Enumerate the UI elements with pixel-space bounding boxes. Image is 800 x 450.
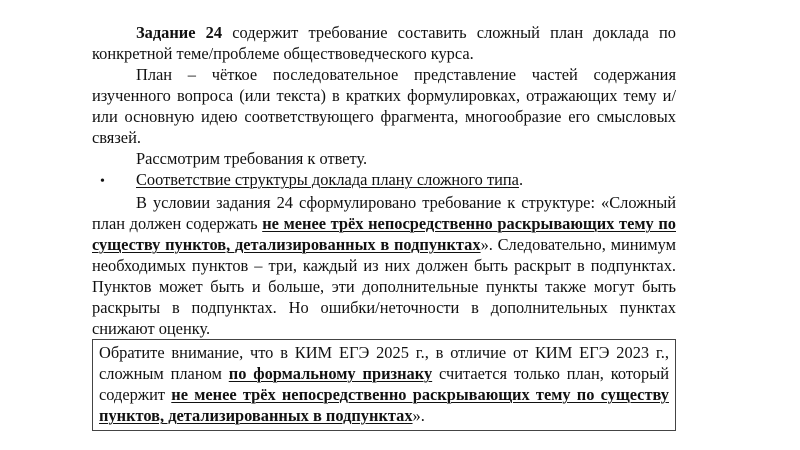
emphasis-requirement: не менее трёх непосредственно раскрывающих тему по существу пунктов, детализированных в подпунктах — [92, 214, 676, 254]
notice-text — [99, 342, 669, 426]
document-page — [92, 22, 676, 339]
text-fragment: Обратите внимание, что в КИМ ЕГЭ 2025 г., в отличие от КИМ ЕГЭ 2023 г., сложным планом — [99, 343, 669, 383]
bullet-icon: • — [100, 174, 105, 189]
emphasis-formal: по формальному признаку — [228, 364, 433, 383]
paragraph-requirements-intro: Рассмотрим требования к ответу. — [136, 149, 368, 168]
paragraph-text: содержит требование составить сложный план доклада по конкретной теме/проблеме обществоведческого курса. — [92, 23, 677, 63]
task-label: Задание 24 — [136, 23, 223, 42]
bullet-heading: Соответствие структуры доклада плану сложного типа — [136, 170, 519, 189]
text-fragment: В условии задания 24 сформулировано требование к структуре: «Сложный план должен содержать — [92, 193, 676, 233]
text-fragment: ». Следовательно, минимум необходимых пунктов – три, каждый из них должен быть раскрыт в подпунктах. Пунктов может быть и больше, эти дополнительные пункты также могут быть раскрыты в подпунктах. Но ошибки/неточности в дополнительных пунктах снижают оценку. — [92, 235, 676, 338]
emphasis-requirement: не менее трёх непосредственно раскрывающих тему по существу пунктов, детализированных в подпунктах — [99, 385, 669, 425]
bullet-tail: . — [518, 170, 524, 189]
text-fragment: считается только план, который содержит — [99, 364, 669, 404]
text-fragment: ». — [412, 406, 425, 425]
paragraph-plan-definition: План – чёткое последовательное представление частей содержания изученного вопроса (или текста) в кратких формулировках, отражающих тему и/или основную идею соответствующего фрагмента, многообразие его смысловых связей. — [92, 65, 676, 147]
notice-box — [92, 339, 676, 431]
paragraph-structure-requirement — [92, 192, 676, 339]
paragraph-task-24 — [92, 22, 676, 64]
bullet-item — [100, 169, 676, 192]
